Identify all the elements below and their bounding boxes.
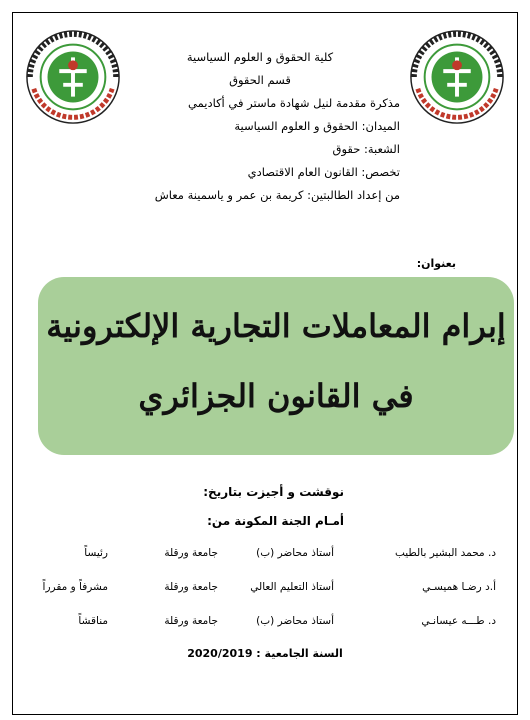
title-label: بعنوان: (416, 257, 456, 270)
member-name: أ.د رضـا هميسـي (422, 581, 496, 593)
member-name: د. محمد البشير بالطيب (394, 547, 496, 559)
field-line: الميدان: الحقوق و العلوم السياسية (234, 119, 400, 133)
faculty-name: كلية الحقوق و العلوم السياسية (186, 50, 334, 64)
defense-date-label: نوقشت و أجيزت بتاريخ: (203, 485, 344, 499)
thesis-type: مذكرة مقدمة لنيل شهادة ماستر في أكاديمي (188, 96, 400, 110)
member-rank: أستاذ التعليم العالي (250, 581, 334, 593)
member-rank: أستاذ محاضر (ب) (256, 615, 334, 627)
university-logo-left (24, 28, 122, 126)
committee-row (26, 547, 496, 567)
member-role: رئيساً (84, 547, 108, 559)
university-seal-icon (24, 28, 122, 126)
member-rank: أستاذ محاضر (ب) (256, 547, 334, 559)
academic-year: السنة الجامعية : 2020/2019 (187, 647, 343, 660)
branch-line: الشعبة: حقوق (332, 142, 400, 156)
university-seal-icon (408, 28, 506, 126)
member-role: مشرفاً و مقرراً (42, 581, 108, 593)
title-box (38, 277, 514, 455)
university-logo-right (408, 28, 506, 126)
committee-row (26, 615, 496, 635)
member-university: جامعة ورقلة (164, 547, 218, 559)
students-line: من إعداد الطالبتين: كريمة بن عمر و ياسمينة معاش (154, 188, 400, 202)
department-name: قسم الحقوق (229, 73, 291, 87)
specialty-line: تخصص: القانون العام الاقتصادي (247, 165, 400, 179)
header-block (120, 46, 400, 207)
thesis-title-line-1: إبرام المعاملات التجارية الإلكترونية (46, 307, 506, 345)
thesis-title-line-2: في القانون الجزائري (138, 377, 414, 415)
member-university: جامعة ورقلة (164, 581, 218, 593)
member-role: مناقشاً (78, 615, 108, 627)
member-university: جامعة ورقلة (164, 615, 218, 627)
committee-row (26, 581, 496, 601)
member-name: د. طـــه عيسانـي (421, 615, 496, 627)
committee-label: أمـام الجنة المكونة من: (207, 514, 344, 528)
